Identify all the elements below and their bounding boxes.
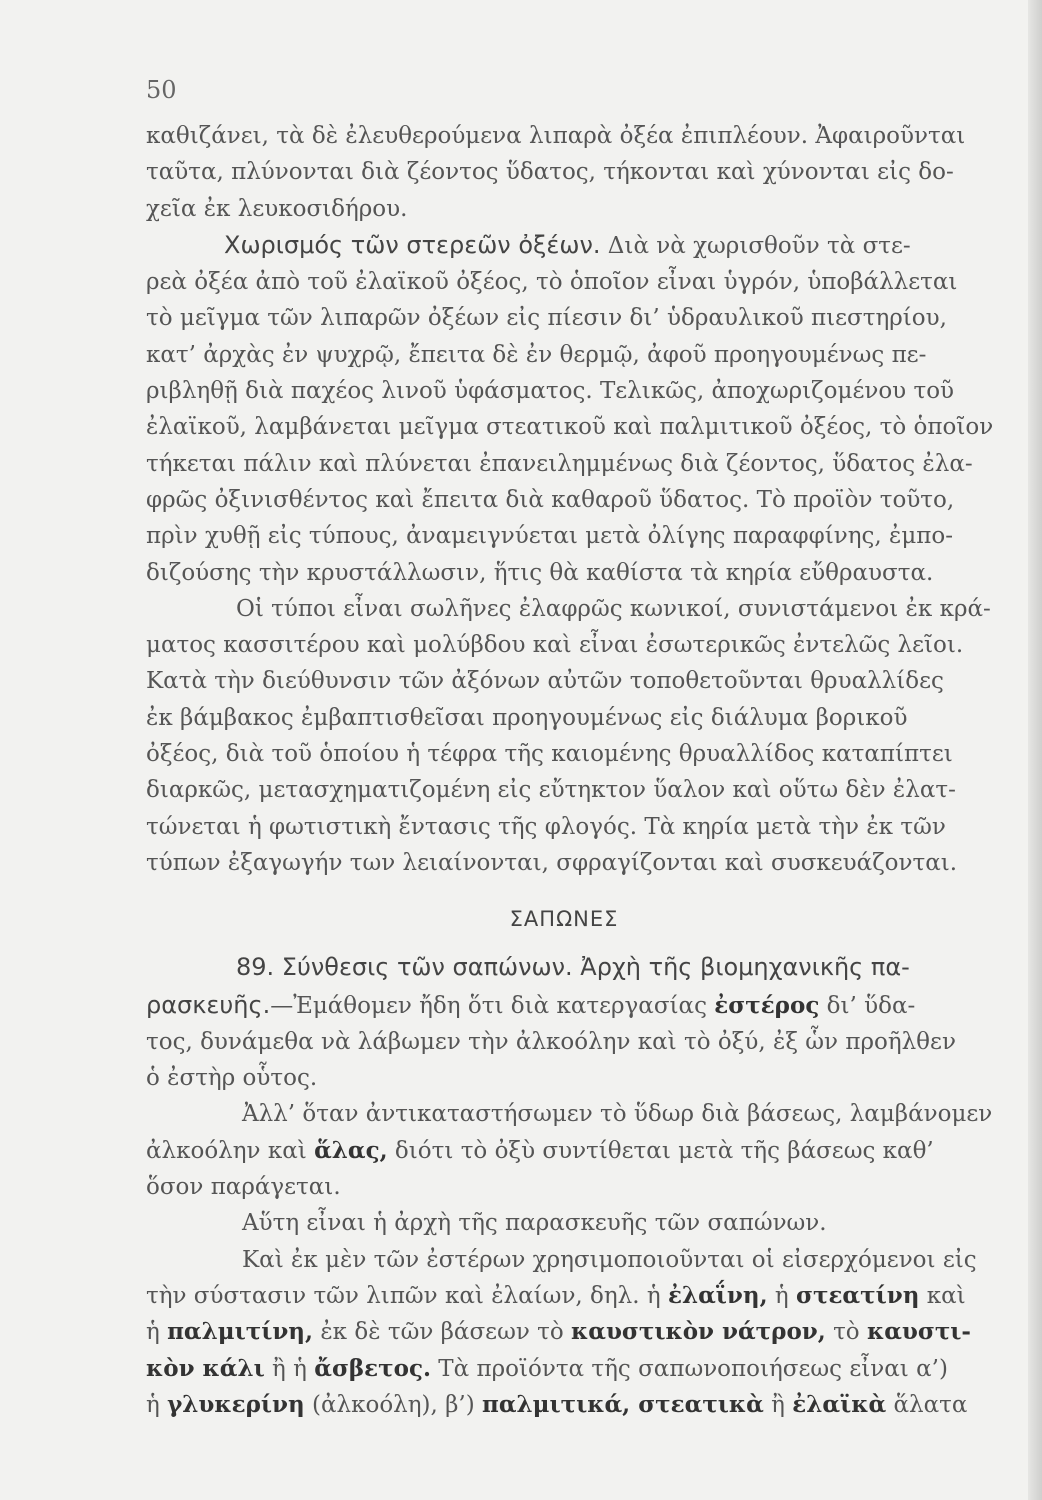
text-span: (ἀλκοόλη), β’) [304, 1391, 483, 1418]
text-line: ὁ ἐστὴρ οὗτος. [146, 1065, 318, 1092]
text-span: ἐκ δὲ τῶν βάσεων τὸ [313, 1319, 572, 1346]
text-line: τήκεται πάλιν καὶ πλύνεται ἐπανειλημμένως διὰ ζέοντος, ὕδατος ἐλα- [146, 450, 973, 477]
page-edge-shadow [1028, 0, 1042, 1500]
paragraph-3 [146, 591, 1022, 881]
bold-term: κὸν κάλι [146, 1354, 265, 1382]
text-line: ἐλαϊκοῦ, λαμβάνεται μεῖγμα στεατικοῦ καὶ παλμιτικοῦ ὀξέος, τὸ ὁποῖον [146, 414, 994, 441]
paragraph-89 [146, 949, 1022, 1096]
section-title: ΣΑΠΩΝΕΣ [509, 907, 619, 932]
text-line: Αὕτη εἶναι ἡ ἀρχὴ τῆς παρασκευῆς τῶν σαπώνων. [242, 1210, 827, 1237]
numbered-heading-89-cont: ρασκευῆς. [146, 990, 271, 1019]
text-span: ἡ [767, 1282, 797, 1309]
text-line: φρῶς ὀξινισθέντος καὶ ἔπειτα διὰ καθαροῦ ὕδατος. Τὸ προϊὸν τοῦτο, [146, 486, 955, 513]
paragraph-principle [146, 1205, 1022, 1241]
bold-term: παλμιτικά, στεατικὰ [482, 1390, 764, 1418]
text-span: ἢ [763, 1391, 793, 1418]
numbered-heading-89: 89. Σύνθεσις τῶν σαπώνων. Ἀρχὴ τῆς βιομηχανικῆς πα- [236, 953, 910, 982]
bold-term: καυστι- [866, 1318, 971, 1346]
text-line: Ἀλλ’ ὅταν ἀντικαταστήσωμεν τὸ ὕδωρ διὰ βάσεως, λαμβάνομεν [242, 1101, 993, 1128]
bold-term: καυστικὸν νάτρον, [571, 1318, 826, 1346]
page-body [146, 118, 1022, 1423]
bold-term: παλμιτίνη, [167, 1318, 314, 1346]
text-line: ματος κασσιτέρου καὶ μολύβδου καὶ εἶναι ἐσωτερικῶς ἐντελῶς λεῖοι. [146, 632, 964, 659]
text-span: ἅλατα [886, 1391, 968, 1418]
subheading-solid-acids: Χωρισμός τῶν στερεῶν ὀξέων. [224, 230, 601, 259]
text-line [146, 227, 1022, 264]
paragraph-base [146, 1096, 1022, 1205]
text-line: πρὶν χυθῇ εἰς τύπους, ἀναμειγνύεται μετὰ ὀλίγης παραφφίνης, ἐμπο- [146, 523, 954, 550]
text-span: τὸ [825, 1319, 867, 1346]
bold-term: ἅλας, [314, 1136, 388, 1164]
text-span: ἡ [146, 1319, 168, 1346]
bold-term: γλυκερίνη [167, 1390, 305, 1418]
text-span: ἢ ἡ [264, 1355, 315, 1382]
text-line: ταῦτα, πλύνονται διὰ ζέοντος ὕδατος, τήκονται καὶ χύνονται εἰς δο- [146, 159, 954, 186]
text-line: κατ’ ἀρχὰς ἐν ψυχρῷ, ἔπειτα δὲ ἐν θερμῷ, ἀφοῦ προηγουμένως πε- [146, 341, 927, 368]
text-line: τύπων ἐξαγωγήν των λειαίνονται, σφραγίζονται καὶ συσκευάζονται. [146, 849, 958, 876]
text-line: χεῖα ἐκ λευκοσιδήρου. [146, 195, 408, 222]
text-span: Τὰ προϊόντα τῆς σαπωνοποιήσεως εἶναι α’) [431, 1355, 948, 1382]
bold-term: ἐστέρος [714, 991, 820, 1019]
text-span: τὴν σύστασιν τῶν λιπῶν καὶ ἐλαίων, δηλ. ἡ [146, 1282, 668, 1309]
text-span: καὶ [919, 1282, 966, 1309]
paragraph-2 [146, 227, 1022, 591]
text-line [146, 1133, 1022, 1169]
text-line [146, 949, 1022, 986]
paragraph-1 [146, 118, 1022, 227]
text-line: διζούσης τὴν κρυστάλλωσιν, ἥτις θὰ καθίστα τὰ κηρία εὔθραυστα. [146, 559, 934, 586]
text-line: Καὶ ἐκ μὲν τῶν ἐστέρων χρησιμοποιοῦνται οἱ εἰσερχόμενοι εἰς [242, 1246, 977, 1273]
bold-term: στεατίνη [796, 1281, 920, 1309]
text-span: Διὰ νὰ χωρισθοῦν τὰ στε- [600, 232, 911, 259]
text-line: διαρκῶς, μετασχηματιζομένη εἰς εὔτηκτον ὕαλον καὶ οὕτω δὲν ἐλατ- [146, 777, 956, 804]
paragraph-esters [146, 1242, 1022, 1423]
text-span: —Ἐμάθομεν ἤδη ὅτι διὰ κατεργασίας [270, 992, 715, 1019]
text-line [146, 1387, 1022, 1423]
text-line [146, 1278, 1022, 1314]
text-line: ἐκ βάμβακος ἐμβαπτισθεῖσαι προηγουμένως εἰς διάλυμα βορικοῦ [146, 704, 908, 731]
text-span: διότι τὸ ὀξὺ συντίθεται μετὰ τῆς βάσεως καθ’ [387, 1137, 934, 1164]
page-number: 50 [146, 76, 177, 104]
text-line: Κατὰ τὴν διεύθυνσιν τῶν ἀξόνων αὐτῶν τοποθετοῦνται θρυαλλίδες [146, 668, 944, 695]
text-line: ριβληθῇ διὰ παχέος λινοῦ ὑφάσματος. Τελικῶς, ἀποχωριζομένου τοῦ [146, 378, 955, 405]
text-span: ἀλκοόλην καὶ [146, 1137, 315, 1164]
text-line: ὅσον παράγεται. [146, 1174, 341, 1201]
bold-term: ἄσβετος. [314, 1354, 431, 1382]
text-line: Οἱ τύποι εἶναι σωλῆνες ἐλαφρῶς κωνικοί, συνιστάμενοι ἐκ κρά- [236, 595, 991, 622]
text-line: τος, δυνάμεθα νὰ λάβωμεν τὴν ἀλκοόλην καὶ τὸ ὀξύ, ἐξ ὧν προῆλθεν [146, 1028, 956, 1055]
text-line: τὸ μεῖγμα τῶν λιπαρῶν ὀξέων εἰς πίεσιν δι’ ὑδραυλικοῦ πιεστηρίου, [146, 305, 947, 332]
bold-term: ἐλαϊκὰ [792, 1390, 887, 1418]
text-span: ἡ [146, 1391, 168, 1418]
text-line: τώνεται ἡ φωτιστικὴ ἔντασις τῆς φλογός. Τὰ κηρία μετὰ τὴν ἐκ τῶν [146, 813, 946, 840]
text-line: ρεὰ ὀξέα ἀπὸ τοῦ ἐλαϊκοῦ ὀξέος, τὸ ὁποῖον εἶναι ὑγρόν, ὑποβάλλεται [146, 269, 958, 296]
text-line [146, 987, 1022, 1024]
text-line [146, 1314, 1022, 1350]
bold-term: ἐλαΐνη, [667, 1281, 768, 1309]
text-line: ὀξέος, διὰ τοῦ ὁποίου ἡ τέφρα τῆς καιομένης θρυαλλίδος καταπίπτει [146, 741, 953, 768]
text-span: δι’ ὕδα- [819, 992, 916, 1019]
text-line: καθιζάνει, τὰ δὲ ἐλευθερούμενα λιπαρὰ ὀξέα ἐπιπλέουν. Ἀφαιροῦνται [146, 123, 966, 149]
text-line [146, 1351, 1022, 1387]
